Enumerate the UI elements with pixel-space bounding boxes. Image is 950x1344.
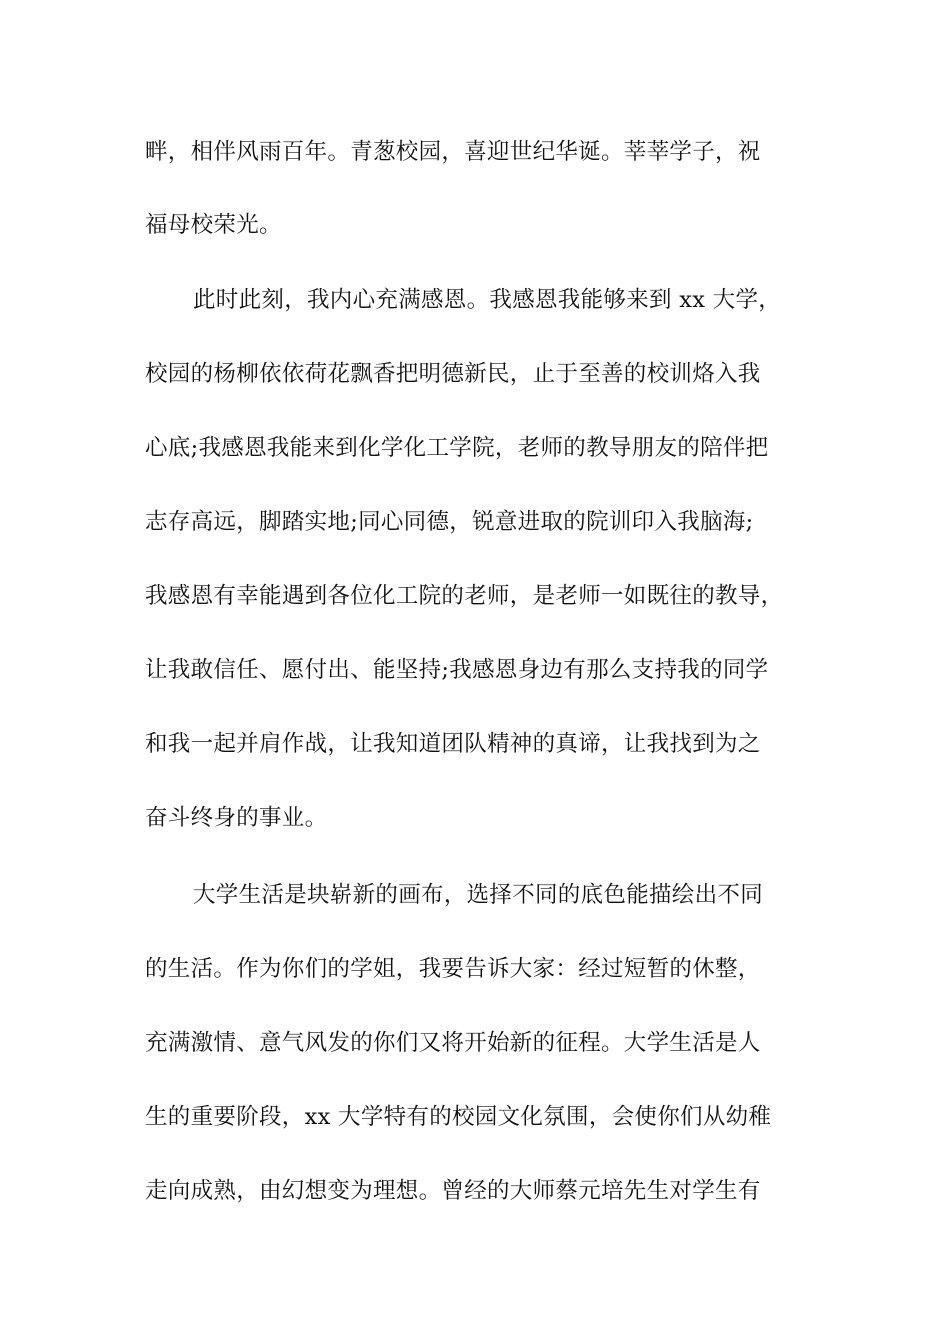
- text-line: 让我敢信任、愿付出、能坚持;我感恩身边有那么支持我的同学: [145, 657, 769, 683]
- text-line: 校园的杨柳依依荷花飘香把明德新民，止于至善的校训烙入我: [145, 361, 761, 387]
- text-line: 福母校荣光。: [145, 212, 282, 238]
- text-line: 生的重要阶段，xx 大学特有的校园文化氛围，会使你们从幼稚: [145, 1104, 772, 1130]
- text-line: 心底;我感恩我能来到化学化工学院，老师的教导朋友的陪伴把: [145, 435, 769, 461]
- text-line: 奋斗终身的事业。: [145, 805, 328, 831]
- text-line: 畔，相伴风雨百年。青葱校园，喜迎世纪华诞。莘莘学子，祝: [145, 139, 761, 165]
- text-line: 的生活。作为你们的学姐，我要告诉大家：经过短暂的休整，: [145, 956, 761, 982]
- text-line: 我感恩有幸能遇到各位化工院的老师，是老师一如既往的教导，: [145, 583, 784, 609]
- text-line: 大学生活是块崭新的画布，选择不同的底色能描绘出不同: [193, 882, 764, 908]
- text-line: 走向成熟，由幻想变为理想。曾经的大师蔡元培先生对学生有: [145, 1178, 761, 1204]
- text-line: 和我一起并肩作战，让我知道团队精神的真谛，让我找到为之: [145, 731, 761, 757]
- text-line: 志存高远，脚踏实地;同心同德，锐意进取的院训印入我脑海;: [145, 509, 754, 535]
- text-line: 充满激情、意气风发的你们又将开始新的征程。大学生活是人: [145, 1030, 761, 1056]
- text-line: 此时此刻，我内心充满感恩。我感恩我能够来到 xx 大学，: [193, 287, 782, 313]
